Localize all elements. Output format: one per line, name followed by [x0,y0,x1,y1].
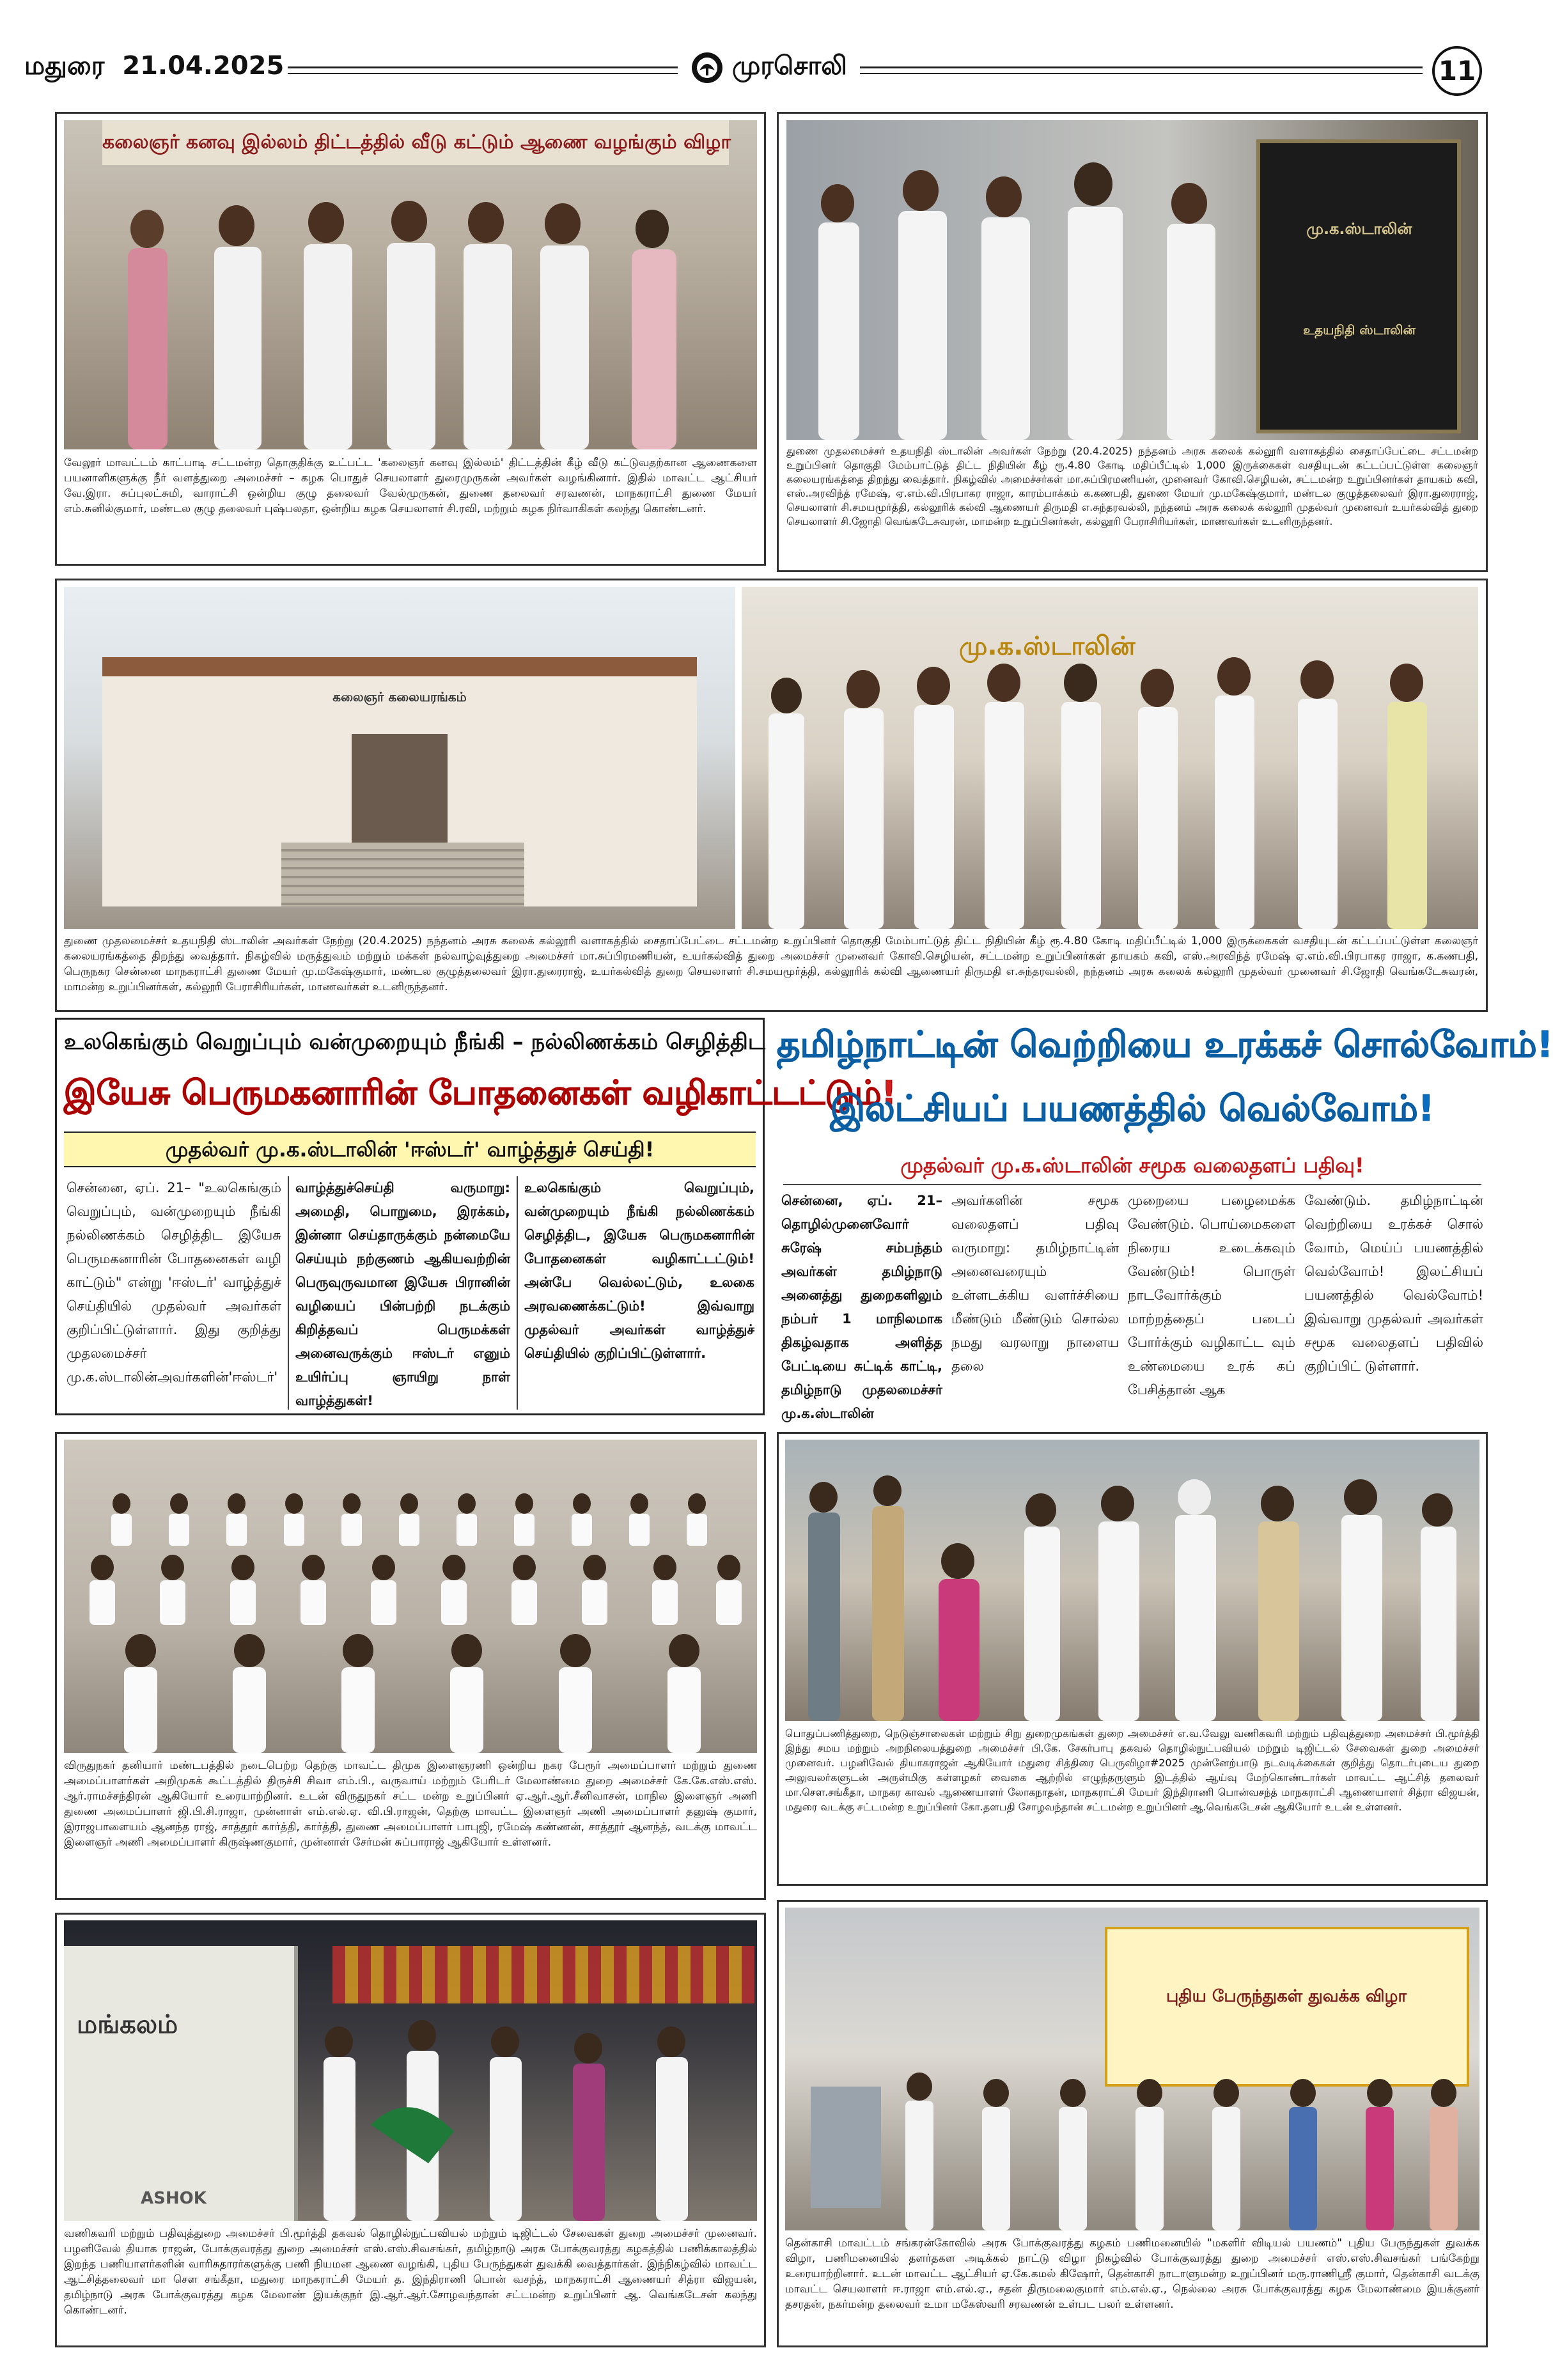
city-date: மதுரை 21.04.2025 [24,51,285,81]
photo6-lights [332,1946,754,2003]
social-col4: வேண்டும். தமிழ்நாட்டின் வெற்றியை உரக்கச் சொல் வோம், மெய்ப் பயணத்தில் வெல்வோம்! இலட்சியப் பயணத்தில் வெல்வோம்! இவ்வாறு முதல்வர் அவர்கள் சமூக வலைதளப் பதிவில் குறிப்பிட் டுள்ளார். [1304,1193,1483,1374]
social-col2: அவர்களின் சமூக வலைதளப் பதிவு வருமாறு: தமிழ்நாட்டின் அனைவரையும் உள்ளடக்கிய வளர்ச்சியை மீண்டும் மீண்டும் சொல்ல நமது வரலாறு நாளைய தலை [951,1193,1119,1374]
easter-col2: வாழ்த்துச்செய்தி வருமாறு: அமைதி, பொறுமை, இரக்கம், இன்னா செய்தாருக்கும் நன்மையே செய்யும் நற்குணம் ஆகியவற்றின் பெருவுருவமான இயேசு பிரானின் வழியைப் பின்பற்றி நடக்கும் கிறித்தவப் பெருமக்கள் அனைவருக்கும் ஈஸ்டர் எனும் உயிர்ப்பு ஞாயிறு நாள் வாழ்த்துகள்! [295,1180,510,1408]
photo7-caption: தென்காசி மாவட்டம் சங்கரன்கோவில் அரசு போக்குவரத்து கழகம் பணிமனையில் "மகளிர் விடியல் பயணம்" புதிய பேருந்துகள் துவக்க விழா, பணிமனையில் தளர்தகள அடிக்கல் நாட்டு விழா நிகழ்வில் போக்குவரத்து துறை அமைச்சர் எஸ்.எஸ்.சிவசங்கர் பங்கேற்று உரையாற்றினார். உடன் மாவட்ட ஆட்சியர் ஏ.கே.கமல் கிஷோர், தென்காசி நாடாளுமன்ற உறுப்பினர் மரு.ராணிஸ்ரீ குமார், தென்காசி வடக்கு மாவட்ட செயலாளர் ஈ.ராஜா எம்.எல்.ஏ., சதன் திருமலைகுமார் எம்.எல்.ஏ., நெல்லை அரசு போக்குவரத்து கழக மேலாண்மை இயக்குனர் தசரதன், நகர்மன்ற தலைவர் உமா மகேஸ்வரி சரவணன் உள்பட பலர் உள்ளனர். [785,2237,1479,2311]
masthead-rule-right [860,66,1423,68]
photo3-backdrop-text: மு.க.ஸ்டாலின் [959,632,1135,661]
photo3-left-image [64,587,735,929]
page-number-badge [1432,46,1482,96]
photo5-caption: பொதுப்பணித்துறை, நெடுஞ்சாலைகள் மற்றும் சிறு துறைமுகங்கள் துறை அமைச்சர் எ.வ.வேலு வணிகவரி மற்றும் பதிவுத்துறை அமைச்சர் பி.மூர்த்தி இந்து சமய மற்றும் அறநிலையத்துறை அமைச்சர் பி.கே. சேகர்பாபு தகவல் தொழில்நுட்பவியல் மற்றும் டிஜிட்டல் சேவைகள் துறை அமைச்சர் முனைவர். பழனிவேல் தியாகராஜன் ஆகியோர் மதுரை சித்திரை பெருவிழா#2025 முன்னேற்பாடு நடவடிக்கைகள் குறித்து தொடர்புடைய துறை அலுவலர்களுடன் அருள்மிகு கள்ளழகர் வைகை ஆற்றில் எழுந்தருளும் இடத்தில் ஆய்வு மேற்கொண்டார்கள் மாவட்ட ஆட்சித் தலைவர் மா.சௌ.சங்கீதா, மாநகர காவல் ஆணையாளர் லோகநாதன், மாநகராட்சி மேயர் இந்திராணி பொன்வசந்த் மாநகராட்சி ஆணையாளர் சித்ரா விஜயன், மதுரை வடக்கு சட்டமன்ற உறுப்பினர் கோ.தளபதி சோழவந்தான் சட்டமன்ற உறுப்பினர் ஆ.வெங்கடேசன் ஆகியோர் உடன் உள்ளனர். [785,1727,1479,1813]
photo3-building-sign: கலைஞர் கலையரங்கம் [332,689,467,704]
photo6-image [64,1920,757,2221]
easter-subhead: முதல்வர் மு.க.ஸ்டாலின் 'ஈஸ்டர்' வாழ்த்துச் செய்தி! [64,1132,756,1167]
photo5-image [785,1440,1479,1721]
photo4-caption: விருதுநகர் தனியார் மண்டபத்தில் நடைபெற்ற தெற்கு மாவட்ட திமுக இளைஞரணி ஒன்றிய நகர பேரூர் அமைப்பாளர் மற்றும் துணை அமைப்பாளர்கள் அறிமுகக் கூட்டத்தில் திருச்சி சிவா எம்.பி., வருவாய் மற்றும் பேரிடர் மேலாண்மை துறை அமைச்சர் கே.கே.எஸ்.எஸ். ஆர்.ராமச்சந்திரன் ஆகியோர் உரையாற்றினர். உடன் விருதுநகர் சட்ட மன்ற உறுப்பினர் ஏ.ஆர்.ஆர்.சீனிவாசன், மாநில இளைஞர் அணி துணை அமைப்பாளர் ஜி.பி.சி.ராஜா, முன்னாள் எம்.எல்.ஏ. வி.பி.ராஜன், தெற்கு மாவட்ட இளைஞர் அணி அமைப்பாளர் தனுஷ் குமார், இராஜபாளையம் ஆனந்த ராஜ், சாத்தூர் கார்த்தி, கார்த்தி, துணை அமைப்பாளர் பாபுஜி, ரமேஷ் கண்ணன், சாத்தூர் ஆனந்த், வடக்கு மாவட்ட இளைஞர் அணி அமைப்பாளர் கிருஷ்ணகுமார், முன்னாள் சேர்மன் சுப்பாராஜ் ஆகியோர் உள்ளனர். [64,1759,757,1849]
photo2-plaque-name2: உதயநிதி ஸ்டாலின் [1303,322,1416,338]
photo6-bus [64,1946,298,2221]
easter-kicker: உலகெங்கும் வெறுப்பும் வன்முறையும் நீங்கி – நல்லிணக்கம் செழித்திட [64,1029,765,1055]
photo7-image [785,1908,1479,2230]
page-number: 11 [1438,55,1476,86]
photo6-bus-brand: ASHOK [141,2189,207,2208]
photo7-people [881,2061,1479,2230]
photo3-people [742,651,1478,929]
murasoli-logo-icon [691,51,724,84]
masthead-rule-left [288,66,678,68]
masthead-rule-left-2 [288,73,678,74]
photo6-people [294,2010,757,2221]
photo4-audience [64,1465,757,1753]
photo3-building [102,657,697,906]
photo4-image [64,1440,757,1753]
social-headline-2: இலட்சியப் பயணத்தில் வெல்வோம்! [830,1088,1435,1130]
paper-name: முரசொலி [732,51,847,81]
social-subhead: முதல்வர் மு.க.ஸ்டாலின் சமூக வலைதளப் பதிவு! [900,1153,1364,1178]
photo2-people [793,146,1253,440]
easter-col3: உலகெங்கும் வெறுப்பும், வன்முறையும் நீங்கி நல்லிணக்கம் செழித்திட, இயேசு பெருமகனாரின் போதனைகள் வழிகாட்டட்டும்! அன்பே வெல்லட்டும், உலகை அரவணைக்கட்டும்! இவ்வாறு முதல்வர் அவர்கள் வாழ்த்துச் செய்தியில் குறிப்பிட்டுள்ளார். [524,1180,754,1361]
social-col3: முறையை பழைமைக்க வேண்டும். பொய்மைகளை நிரைய உடைக்கவும் வேண்டும்! பொருள் நாடவோர்க்கும் மாற்றத்தைப் படைப் போர்க்கும் வழிகாட்ட வும் உண்மையை உரக் கப் பேசித்தான் ஆக [1128,1193,1295,1397]
social-headline-1: தமிழ்நாட்டின் வெற்றியை உரக்கச் சொல்வோம்! [777,1024,1553,1066]
easter-col-divider-1 [288,1176,289,1410]
photo1-caption: வேலூர் மாவட்டம் காட்பாடி சட்டமன்ற தொகுதிக்கு உட்பட்ட 'கலைஞர் கனவு இல்லம்' திட்டத்தின் கீழ் வீடு கட்டுவதற்கான ஆணைகளை பயனாளிகளுக்கு நீர் வளத்துறை அமைச்சர் – கழக பொதுச் செயலாளர் துரைமுருகன் அவர்கள் வழங்கினார். இதில் மாவட்ட ஆட்சியர் வே.இரா. சுப்புலட்சுமி, வாராட்சி ஒன்றிய குழு தலைவர் வேல்முருகன், துணை தலைவர் சரவணன், மாநகராட்சி துணை மேயர் எம்.சுனில்குமார், மண்டல குழு தலைவர் புஷ்பலதா, ஒன்றிய கழக செயலாளர் சி.ரவி, மற்றும் கழக நிர்வாகிகள் கலந்து கொண்டனர். [64,456,757,515]
photo3-right-image [742,587,1478,929]
photo6-bus-sign: மங்கலம் [77,2010,178,2039]
easter-col1: சென்னை, ஏப். 21– "உலகெங்கும் வெறுப்பும், வன்முறையும் நீங்கி நல்லிணக்கம் செழித்திட இயேசு பெருமகனாரின் போதனைகள் வழி காட்டும்" என்று 'ஈஸ்டர்' வாழ்த்துச் செய்தியில் முதல்வர் அவர்கள் குறிப்பிட்டுள்ளார். இது குறித்து முதலமைச்சர் மு.க.ஸ்டாலின்அவர்களின்'ஈஸ்டர்' [66,1180,281,1385]
photo6-caption: வணிகவரி மற்றும் பதிவுத்துறை அமைச்சர் பி.மூர்த்தி தகவல் தொழில்நுட்பவியல் மற்றும் டிஜிட்டல் சேவைகள் துறை அமைச்சர் முனைவர். பழனிவேல் தியாக ராஜன், போக்குவரத்து துறை அமைச்சர் எஸ்.எஸ்.சிவசங்கர், தமிழ்நாடு அரசு போக்குவரத்து கழகத்தில் பணிக்காலத்தில் இறந்த பணியாளர்களின் வாரிசுதாரர்களுக்கு பணி நியமன ஆணை வழங்கி, புதிய பேருந்துகள் துவக்கி வைத்தார்கள். இந்நிகழ்வில் மாவட்ட ஆட்சித்தலைவர் மா சௌ சங்கீதா, மதுரை மாநகராட்சி மேயர் த. இந்திராணி பொன் வசந்த், மாநகராட்சி ஆணையர் சித்ரா விஜயன், தமிழ்நாடு அரசு போக்குவரத்து கழக மேலாண் இயக்குநர் இ.ஆர்.ஆர்.சோழவந்தான் சட்டமன்ற உறுப்பினர் ஆ. வெங்கடேசன் கலந்து கொண்டனர். [64,2227,757,2317]
photo3-caption: துணை முதலமைச்சர் உதயநிதி ஸ்டாலின் அவர்கள் நேற்று (20.4.2025) நந்தனம் அரசு கலைக் கல்லூரி வளாகத்தில் சைதாப்பேட்டை சட்டமன்ற உறுப்பினர் தொகுதி மேம்பாட்டுத் திட்ட நிதியின் கீழ் ரூ.4.80 கோடி மதிப்பீட்டில் 1,000 இருக்கைகள் வசதியுடன் கட்டப்பட்டுள்ள கலைஞர் கலையரங்கத்தை திறந்து வைத்தார். நிகழ்வில் மருத்துவம் மற்றும் மக்கள் நல்வாழ்வுத்துறை அமைச்சர் மா.சுப்பிரமணியன், உயர்கல்வித் துறை அமைச்சர் முனைவர் கோவி.செழியன், சட்டமன்ற உறுப்பினர்கள் தாயகம் கவி, எஸ்.அரவிந்த் ரமேஷ் ஏ.எம்.வி.பிரபாகர ராஜா, க.கணபதி, பெருநகர சென்னை மாநகராட்சி துணை மேயர் மு.மகேஷ்குமார், மண்டல குழுத்தலைவர் இரா.துரைராஜ், உயர்கல்வித் துறை செயலாளர் சி.சமயமூர்த்தி, கல்லூரிக் கல்வி ஆணையர் திருமதி எ.சுந்தரவல்லி, நந்தனம் அரசு கலைக் கல்லூரி முதல்வர் முனைவர் சி.ஜோதி வெங்கடேசுவரன், மாமன்ற உறுப்பினர்கள், கல்லூரி பேராசிரியர்கள், மாணவர்கள் உடனிருந்தனர். [64,935,1478,993]
photo7-podium [811,2087,881,2208]
easter-headline: இயேசு பெருமகனாரின் போதனைகள் வழிகாட்டட்டும்! [64,1074,897,1112]
photo2-plaque [1256,139,1461,433]
photo5-people [785,1459,1479,1721]
photo2-plaque-name: மு.க.ஸ்டாலின் [1306,220,1412,238]
photo2-caption: துணை முதலமைச்சர் உதயநிதி ஸ்டாலின் அவர்கள் நேற்று (20.4.2025) நந்தனம் அரசு கலைக் கல்லூரி வளாகத்தில் சைதாப்பேட்டை சட்டமன்ற உறுப்பினர் தொகுதி மேம்பாட்டுத் திட்ட நிதியின் கீழ் ரூ.4.80 கோடி மதிப்பீட்டில் 1,000 இருக்கைகள் வசதியுடன் கட்டப்பட்டுள்ள கலைஞர் கலையரங்கத்தை திறந்து வைத்தார். நிகழ்வில் அமைச்சர்கள் மா.சுப்பிரமணியன், முனைவர் கோவி.செழியன், சட்டமன்ற உறுப்பினர்கள் தாயகம் கவி, எஸ்.அரவிந்த் ரமேஷ், ஏ.எம்.வி.பிரபாகர ராஜா, காரம்பாக்கம் க.கணபதி, துணை மேயர் மு.மகேஷ்குமார், மண்டல குழுத்தலைவர் இரா.துரைராஜ், செயலாளர் சி.சமயமூர்த்தி, கல்லூரிக் கல்வி ஆணையர் திருமதி எ.சுந்தரவல்லி, நந்தனம் அரசு கலைக் கல்லூரி முதல்வர் முனைவர் உயர்கல்வித் துறை செயலாளர் சி.ஜோதி வெங்கடேசுவரன், மாமன்ற உறுப்பினர்கள், கல்லூரி பேராசிரியர்கள், மாணவர்கள் உடனிருந்தனர். [786,445,1478,527]
photo3-building-steps [281,843,524,906]
photo3-building-door [352,734,448,843]
photo7-banner-text: புதிய பேருந்துகள் துவக்க விழா [1166,1987,1407,2006]
masthead-rule-right-2 [860,73,1423,74]
social-col1: சென்னை, ஏப். 21– தொழில்முனைவோர் சுரேஷ் சம்பந்தம் அவர்கள் தமிழ்நாடு அனைத்து துறைகளிலும் நம்பர் 1 மாநிலமாக திகழ்வதாக அளித்த பேட்டியை சுட்டிக் காட்டி, தமிழ்நாடு முதலமைச்சர் மு.க.ஸ்டாலின் [781,1193,942,1421]
photo1-image [64,120,757,449]
photo2-image [786,120,1478,440]
photo1-banner: கலைஞர் கனவு இல்லம் திட்டத்தில் வீடு கட்டும் ஆணை வழங்கும் விழா [102,120,729,165]
easter-col-divider-2 [517,1176,518,1410]
social-rule [783,1184,1481,1185]
photo1-people [77,191,742,449]
